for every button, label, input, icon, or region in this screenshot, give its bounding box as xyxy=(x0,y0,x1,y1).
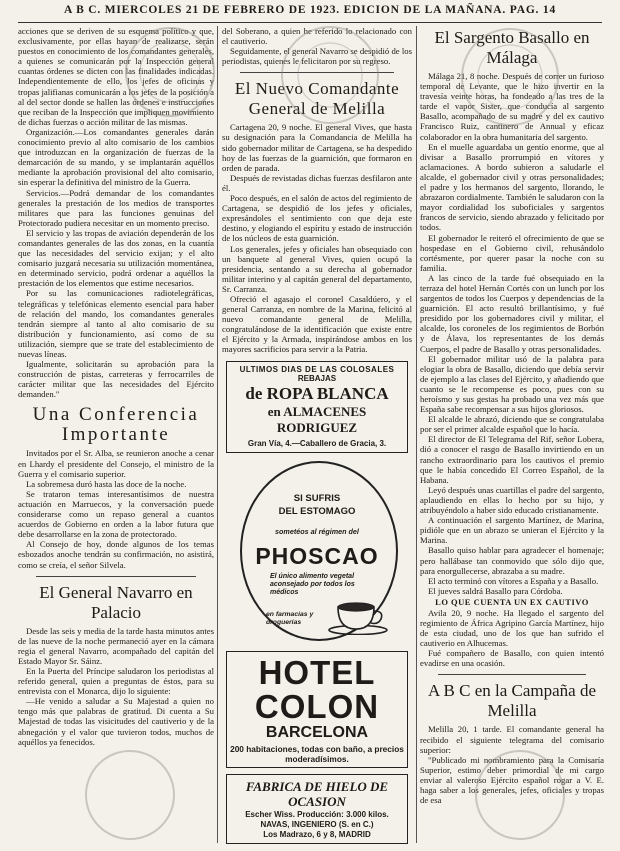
navarro-article xyxy=(18,626,214,747)
ad-ropa-blanca xyxy=(226,361,408,453)
ad-line: REBAJAS xyxy=(297,373,337,383)
library-stamp-watermark xyxy=(120,22,220,122)
subheading-ex-cautivo: LO QUE CUENTA UN EX CAUTIVO xyxy=(435,596,589,607)
article-paragraph: Basallo quiso hablar para agradecer el homenaje; pero hallábase tan conmovido que sólo dijo que, para enorgullecerse, abrazaba a su madre. xyxy=(420,545,604,576)
article-paragraph: A las cinco de la tarde fué obsequiado en la terraza del hotel Hernán Cortés con un lunch por los sargentos de todos los Cuerpos y dependencias de la guarnición. El acto resultó brillantísimo, y fué presidido por los gobernadores civil y militar, el alcalde, los coroneles de los regimientos de Borbón y de Álava, los representantes de los demás Cuerpos, el padre de Basallo y otras personalidades. xyxy=(420,272,604,354)
sargento-article xyxy=(420,71,604,668)
ad-line: 200 habitaciones, todas con baño, a precios xyxy=(230,743,404,754)
article-paragraph: Fué compañero de Basallo, con quien intentó evadirse en una ocasión. xyxy=(420,648,604,669)
cup-icon xyxy=(328,599,390,635)
ad-line: Gran Vía, 4.—Caballero de Gracia, 3. xyxy=(247,438,387,448)
article-paragraph: Melilla 20, 1 tarde. El comandante general ha recibido el siguiente telegrama del comisario superior: xyxy=(420,724,604,755)
ad-phoscao xyxy=(226,459,408,645)
article-paragraph: Seguidamente, el general Navarro se despidió de los periodistas, quienes le felicitaron por su regreso. xyxy=(222,46,412,67)
conferencia-article xyxy=(18,448,214,569)
ad-line: BARCELONA xyxy=(265,723,369,741)
ad-line: en ALMACENES RODRIGUEZ xyxy=(267,403,367,435)
ad-line: FABRICA DE HIELO DE OCASION xyxy=(245,778,389,809)
column-left xyxy=(18,26,214,845)
ad-line: de ROPA BLANCA xyxy=(245,383,389,403)
article-paragraph: Igualmente, solicitarán su aprobación para la construcción de pistas, carreteras y ferrocarriles de carácter militar que las necesidades del Ejército demanden." xyxy=(18,359,214,400)
column-divider xyxy=(217,26,218,843)
ad-brand: PHOSCAO xyxy=(255,542,379,569)
ad-hotel-colon xyxy=(226,651,408,768)
article-paragraph: Leyó después unas cuartillas el padre del sargento, aplaudiendo en ellas lo hecho por su hijo, y atribuyéndolo a haber sido educado cristianamente. xyxy=(420,484,604,516)
section-rule xyxy=(438,674,586,675)
article-paragraph: El alcalde le abrazó, diciendo que se congratulaba por ser el primer alcalde español que lo hacía. xyxy=(420,414,604,435)
article-paragraph: El servicio y las tropas de aviación dependerán de los comandantes generales de las dos zonas, en la cuantía que las necesidades del servicio exijan; y el alto comisario juzgará necesaria su utilización momentánea, en determinado servicio, podrá ordenar a aquéllos la prestación de los elementos que estime necesarios. xyxy=(18,227,214,289)
article-paragraph: Después de revistadas dichas fuerzas desfilaron ante él. xyxy=(222,172,412,193)
article-paragraph: Málaga 21, 8 noche. Después de correr un furioso temporal de Levante, que le hizo invertir en la travesía veinte horas, ha fondeado a las tres de la tarde el vapor Sister, que conducía al sargento Basallo, acompañado de su madre y del ex cautivo Francisco Ruiz, cantinero de Annual y eficaz colaborador en la obra humanitaria del sargento. xyxy=(420,71,604,142)
article-paragraph: El gobernador le reiteró el ofrecimiento de que se hospedase en el Gobierno civil, rehusándolo cortésmente, por querer pasar la noche con su familia. xyxy=(420,232,604,273)
article-paragraph: En la Puerta del Príncipe saludaron los periodistas al referido general, quien a preguntas de éstos, para su entrevista con el Monarca, dijo lo siguiente: xyxy=(18,665,214,697)
article-paragraph: El acto terminó con vítores a España y a Basallo. xyxy=(428,575,599,586)
article-paragraph: Desde las seis y media de la tarde hasta minutos antes de las nueve de la noche permaneció ayer en la cámara regia el general Navarro, acompañado del capitán del Estado Mayor Sr. Sáinz. xyxy=(18,625,214,666)
ad-fabrica-hielo xyxy=(226,774,408,844)
article-paragraph: Invitados por el Sr. Alba, se reunieron anoche a cenar en Lhardy el presidente del Consejo, el ministro de la Guerra y el comisario superior. xyxy=(18,448,214,479)
library-stamp-watermark xyxy=(80,745,180,845)
headline-sargento-basallo: El Sargento Basallo en Málaga xyxy=(434,28,590,67)
article-paragraph: Cartagena 20, 9 noche. El general Vives, que hasta su designación para la Comandancia de Melilla ha sido gobernador militar de Cartagena, se ha despedido hoy de las fuerzas de la guarnición, que formaron en orden de parada. xyxy=(222,122,412,173)
ad-line: Los Madrazo, 6 y 8, MADRID xyxy=(263,829,371,839)
article-paragraph: El director de El Telegrama del Rif, señor Lobera, dió a conocer el rasgo de Basallo invirtiendo en un rancho extraordinario para los cautivos el premio que le había concedido El Correo Español, de la Habana. xyxy=(420,434,604,485)
headline-conferencia: Una Conferencia Importante xyxy=(32,404,200,446)
page-header: A B C. MIERCOLES 21 DE FEBRERO DE 1923. EDICION DE LA MAÑANA. PAG. 14 xyxy=(63,4,557,16)
article-paragraph: La sobremesa duró hasta las doce de la noche. xyxy=(26,478,187,489)
ad-line: NAVAS, INGENIERO (S. en C.) xyxy=(260,819,374,829)
ad-line: SI SUFRIS xyxy=(293,492,341,504)
article-paragraph: —He venido a saludar a Su Majestad a quien no tengo más que palabras de gratitud. Di cuenta a Su Majestad de todas las visicitudes del cautiverio y de la abnegación y el valor que tuvieron todos, muchos de aquéllos ya fenecidos. xyxy=(18,696,214,747)
headline-navarro: El General Navarro en Palacio xyxy=(39,582,193,622)
article-paragraph: En el muelle aguardaba un gentío enorme, que al divisar a Basallo prorrumpió en vítores y aclamaciones. A bordo subieron a saludarle el alcalde, el gobernador civil y otras personalidades; el padre y los hermanos del sargento, llorando, le abrazaron cordialmente. También le saludaron con la mayor cordialidad los suboficiales y sargentos francos de servicio, siendo abrazado y felicitado por todos. xyxy=(420,141,604,233)
headline-nuevo-comandante: El Nuevo Comandante General de Melilla xyxy=(234,79,400,119)
section-rule xyxy=(36,576,196,577)
library-stamp-watermark xyxy=(470,745,570,845)
article-paragraph: Los generales, jefes y oficiales han obsequiado con un banquete al general Vives, quien ocupó la presidencia, sentando a su derecha al gobernador militar interino y al capitán general del departamento, Sr. Carranza. xyxy=(222,243,412,294)
ad-line: ULTIMOS DIAS DE LAS COLOSALES xyxy=(239,364,395,374)
column-divider xyxy=(416,26,417,843)
column-middle xyxy=(222,26,412,845)
article-paragraph: Poco después, en el salón de actos del regimiento de Cartagena, se despidió de los jefes y oficiales, expresándoles el sentimiento con que deja este destino, y elogiando el espíritu y estado de instrucción de los núcleos de esta guarnición. xyxy=(222,193,412,244)
article-paragraph: Ofreció el agasajo el coronel Casaldúero, y el general Carranza, en nombre de la Marina, felicitó al nuevo comandante general de Melilla, congratulándose de la identificación que existe entre el Ejército y la Armada, inspirándose ambos en los mayores sacrificios para servir a la Patria. xyxy=(222,293,412,355)
article-paragraph: acciones que se deriven de su esquema político y que, exclusivamente, por ellas hayan de realizarse, serán puestos en conocimiento de los comandantes generales, a quienes se comunicarán por la Inspección general cuantas órdenes se dicten con las finalidades indicadas. Independientemente de ello, los jefes de oficinas y tropas jalifianas comunicarán a los jefes de la posición a al del sector donde se hallen las órdenes e instrucciones que reciban de la Inspección que impliquen movimiento de dichas fuerzas o acción militar de las mismas. xyxy=(18,26,214,127)
article-paragraph: A continuación el sargento Martínez, de Marina, pidióle que en un abrazo se unieran el Ejército y la Marina. xyxy=(420,515,604,546)
ad-line: moderadísimos. xyxy=(285,753,349,764)
article-paragraph: El gobernador militar usó de la palabra para elogiar la obra de Basallo, diciendo que debía servir de ejemplo a las clases del Ejército, y añadiendo que cuanto se le recompense es poco, pues con su heroísmo y sus gestas ha probado una vez más que España sabe recompensar a sus hijos gloriosos. xyxy=(420,353,604,415)
nuevo-comandante-article xyxy=(222,122,412,354)
article-paragraph: Avila 20, 9 noche. Ha llegado el sargento del regimiento de África Agripino García Martínez, hijo de esta ciudad, uno de los que han sufrido el cautiverio en Alhucemas. xyxy=(420,607,604,649)
article-paragraph: Se trataron temas interesantísimos de nuestra actuación en Marruecos, y la conversación puede considerarse como un repaso general a cuantos acuerdos de Gobierno en orden a la labor futura que debe desarrollarse en la zona de protectorado. xyxy=(18,488,214,540)
ad-line: sometéos al régimen del xyxy=(275,526,359,536)
ad-line: Escher Wiss. Producción: 3.000 kilos. xyxy=(245,809,389,819)
ad-line: El único alimento vegetal aconsejado por todos los médicos xyxy=(270,572,355,596)
article-paragraph: El jueves saldrá Basallo para Córdoba. xyxy=(428,585,563,596)
ad-line: en farmacias y droguerías xyxy=(266,610,314,626)
ad-line: HOTEL COLON xyxy=(254,653,380,725)
library-stamp-watermark xyxy=(455,22,565,132)
article-paragraph: Por su las comunicaciones radiotelegráficas, telegráficas y telefónicas elemento esencial para haber de relación del mando, los comandantes generales tendrán siempre al tanto al alto comisario de su distribución y funcionamiento, así como de su utilización, siempre que se trate del establecimiento de nuevas líneas. xyxy=(18,288,214,359)
ad-line: DEL ESTOMAGO xyxy=(278,505,356,517)
headline-abc-melilla: A B C en la Campaña de Melilla xyxy=(427,681,597,721)
article-paragraph: Servicios.—Podrá demandar de los comandantes generales la prestación de los medios de transportes militares que para las funciones genuinas del Protectorado pudiera necesitar en un momento preciso. xyxy=(18,187,214,228)
article-paragraph: Organización.—Los comandantes generales darán conocimiento previo al alto comisario de los cambios que introduzcan en la organización de fuerzas de la demarcación de su mando, y se implantarán aquéllos mediante la aprobación provisional del alto comisario, sin esperar la definitiva del ministro de la Guerra. xyxy=(18,126,214,188)
column-right xyxy=(420,26,604,845)
article-paragraph: del Soberano, a quien he referido lo relacionado con el cautiverio. xyxy=(222,26,412,47)
article-paragraph: "Publicado mi nombramiento para la Comisaría Superior, estimo deber primordial de mi cargo enviar al valeroso Ejército español rogar a V. E. haga saber a los generales, jefes, oficiales y tropas de esa xyxy=(420,754,604,806)
library-stamp-watermark xyxy=(275,20,385,130)
article-paragraph: Al Consejo de hoy, donde algunos de los temas esbozados anoche tendrán su confirmación, no asistirá, como se creía, el señor Silvela. xyxy=(18,539,214,570)
